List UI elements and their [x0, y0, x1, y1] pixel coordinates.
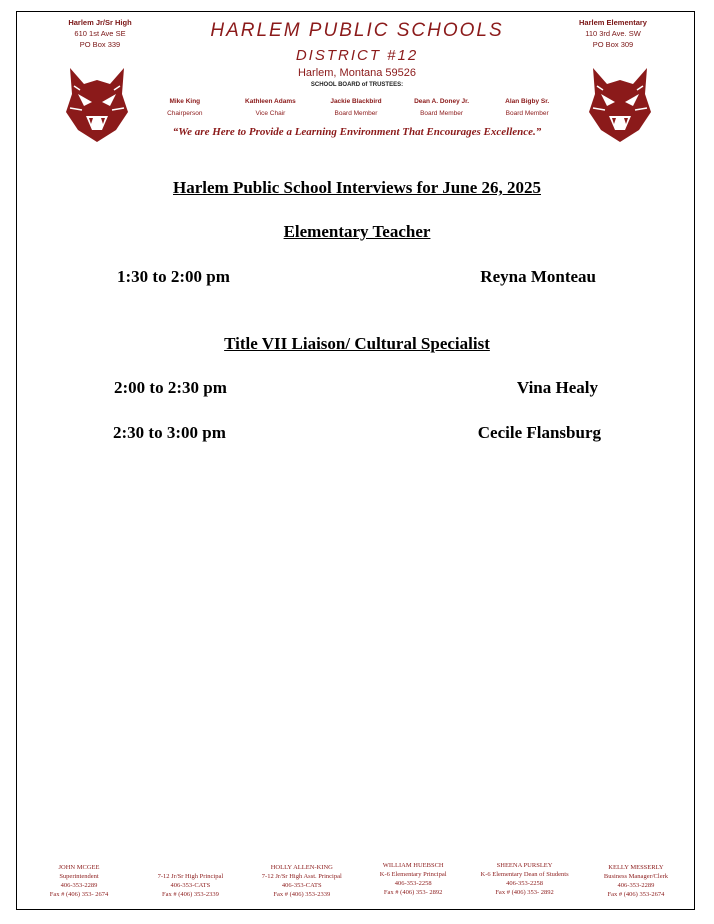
trustee-name: Kathleen Adams: [245, 98, 296, 105]
staff-contact: [248, 863, 356, 899]
trustee: [228, 96, 314, 120]
left-address-line2: PO Box 339: [79, 40, 121, 49]
trustee-role: Board Member: [334, 110, 378, 117]
trustee-role: Vice Chair: [255, 110, 286, 117]
staff-name: SHEENA PURSLEY: [496, 862, 553, 869]
slot-time: 2:30 to 3:00 pm: [113, 423, 226, 442]
staff-phone: 406-353-2258: [394, 880, 432, 887]
staff-fax: Fax # (406) 353- 2674: [49, 891, 109, 898]
staff-name: HOLLY ALLEN-KING: [270, 864, 333, 871]
left-address-line1: 610 1st Ave SE: [74, 29, 126, 38]
left-address-name: Harlem Jr/Sr High: [68, 18, 132, 27]
staff-name: WILLIAM HUEBSCH: [382, 862, 444, 869]
trustee-name: Dean A. Doney Jr.: [414, 98, 470, 105]
trustee-list: [142, 96, 570, 120]
staff-title: Superintendent: [59, 873, 99, 880]
page-border: [16, 11, 695, 910]
staff-contact: [136, 863, 244, 899]
staff-title: K-6 Elementary Dean of Students: [480, 871, 569, 878]
slot-time: 2:00 to 2:30 pm: [114, 378, 227, 397]
staff-contact: [25, 863, 133, 899]
staff-contact: [359, 861, 467, 899]
staff-title: Business Manager/Clerk: [603, 873, 668, 880]
right-address-line1: 110 3rd Ave. SW: [585, 29, 641, 38]
staff-title: K-6 Elementary Principal: [379, 871, 447, 878]
slot-name: Reyna Monteau: [480, 267, 596, 286]
section-heading-elementary: Elementary Teacher: [283, 222, 431, 241]
slot-name: Cecile Flansburg: [477, 423, 601, 442]
trustee: [399, 96, 485, 120]
staff-fax: Fax # (406) 353-2339: [273, 891, 331, 898]
staff-phone: 406-353-2289: [617, 882, 655, 889]
staff-name: KELLY MESSERLY: [608, 864, 664, 871]
trustee-name: Mike King: [169, 98, 201, 105]
slot-name: Vina Healy: [516, 378, 598, 397]
staff-fax: Fax # (406) 353- 2892: [495, 889, 554, 896]
staff-fax: Fax # (406) 353- 2892: [383, 889, 443, 896]
board-label: SCHOOL BOARD of TRUSTEES:: [310, 82, 404, 88]
slot-time: 1:30 to 2:00 pm: [117, 267, 230, 286]
trustee: [313, 96, 399, 120]
trustee-name: Jackie Blackbird: [330, 98, 382, 105]
staff-title: 7-12 Jr/Sr High Asst. Principal: [261, 873, 342, 880]
right-address-line2: PO Box 309: [592, 40, 634, 49]
trustee-role: Board Member: [420, 110, 464, 117]
district-city: Harlem, Montana 59526: [297, 67, 416, 79]
staff-phone: 406-353-2289: [60, 882, 98, 889]
section-heading-title-vii: Title VII Liaison/ Cultural Specialist: [224, 334, 490, 353]
trustee: [484, 96, 570, 120]
staff-name: JOHN MCGEE: [58, 864, 100, 871]
staff-fax: Fax # (406) 353-2339: [161, 891, 219, 898]
staff-fax: Fax # (406) 353-2674: [607, 891, 665, 898]
trustee-role: Board Member: [505, 110, 549, 117]
staff-contact: [582, 863, 690, 899]
district-name: HARLEM PUBLIC SCHOOLS: [210, 20, 504, 41]
trustee-role: Chairperson: [167, 110, 203, 117]
staff-phone: 406-353-CATS: [170, 882, 211, 889]
trustee-name: Alan Bigby Sr.: [505, 98, 550, 105]
staff-phone: 406-353-2258: [506, 880, 543, 887]
staff-contact: [471, 861, 579, 899]
staff-footer: [25, 863, 690, 899]
right-address-name: Harlem Elementary: [579, 18, 647, 27]
trustee: [142, 96, 228, 120]
staff-phone: 406-353-CATS: [281, 882, 322, 889]
page-title: Harlem Public School Interviews for June 26, 2025: [173, 178, 541, 197]
district-number: DISTRICT #12: [295, 47, 419, 64]
staff-title: 7-12 Jr/Sr High Principal: [157, 873, 224, 880]
motto: “We are Here to Provide a Learning Environment That Encourages Excellence.”: [172, 126, 542, 138]
